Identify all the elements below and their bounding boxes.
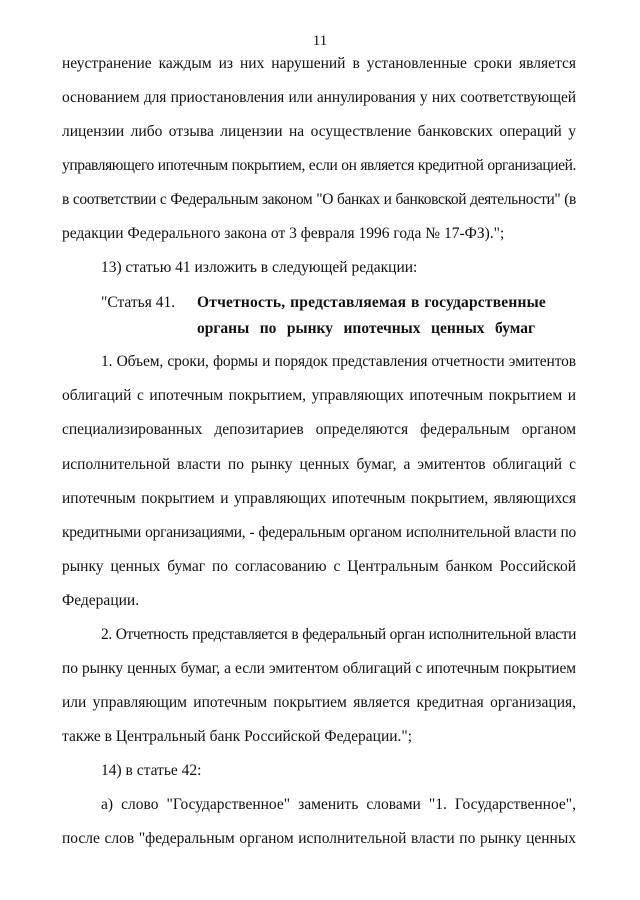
text-line: также в Центральный банк Российской Федерации."; — [62, 728, 413, 745]
item-14-heading: 14) в статье 42: — [101, 762, 202, 779]
text-line: рынку ценных бумаг по согласованию с Центральным банком Российской — [62, 558, 576, 575]
text-line: лицензии либо отзыва лицензии на осуществление банковских операций у — [62, 123, 576, 140]
text-line: или управляющим ипотечным покрытием является кредитная организация, — [62, 694, 576, 711]
text-line: после слов "федеральным органом исполнительной власти по рынку ценных — [62, 830, 576, 847]
text-line: в соответствии с Федеральным законом "О банках и банковской деятельности" (в — [62, 191, 576, 208]
page-number: 11 — [312, 33, 328, 49]
article-title-line-2: органы по рынку ипотечных ценных бумаг — [197, 320, 535, 337]
text-line: редакции Федерального закона от 3 февраля 1996 года № 17-ФЗ)."; — [62, 225, 505, 242]
text-line: 2. Отчетность представляется в федеральный орган исполнительной власти — [101, 626, 576, 643]
text-line: а) слово "Государственное" заменить словами "1. Государственное", — [101, 796, 576, 813]
text-line: специализированных депозитариев определяются федеральным органом — [62, 421, 576, 438]
text-line: основанием для приостановления или аннулирования у них соответствующей — [62, 89, 576, 106]
item-13-heading: 13) статью 41 изложить в следующей редакции: — [101, 259, 418, 276]
article-label: "Статья 41. — [101, 294, 176, 311]
text-line: по рынку ценных бумаг, а если эмитентом облигаций с ипотечным покрытием — [62, 660, 576, 677]
text-line: управляющего ипотечным покрытием, если он является кредитной организацией. — [62, 157, 576, 174]
article-title-line-1: Отчетность, представляемая в государственные — [197, 294, 546, 311]
text-line: Федерации. — [62, 592, 140, 609]
text-line: ипотечным покрытием и управляющих ипотечным покрытием, являющихся — [62, 490, 576, 507]
text-line: облигаций с ипотечным покрытием, управляющих ипотечным покрытием и — [62, 387, 576, 404]
text-line: 1. Объем, сроки, формы и порядок представления отчетности эмитентов — [101, 353, 576, 370]
text-line: кредитными организациями, - федеральным органом исполнительной власти по — [62, 524, 576, 541]
text-line: неустранение каждым из них нарушений в установленные сроки является — [62, 55, 576, 72]
text-line: исполнительной власти по рынку ценных бумаг, а эмитентов облигаций с — [62, 456, 576, 473]
